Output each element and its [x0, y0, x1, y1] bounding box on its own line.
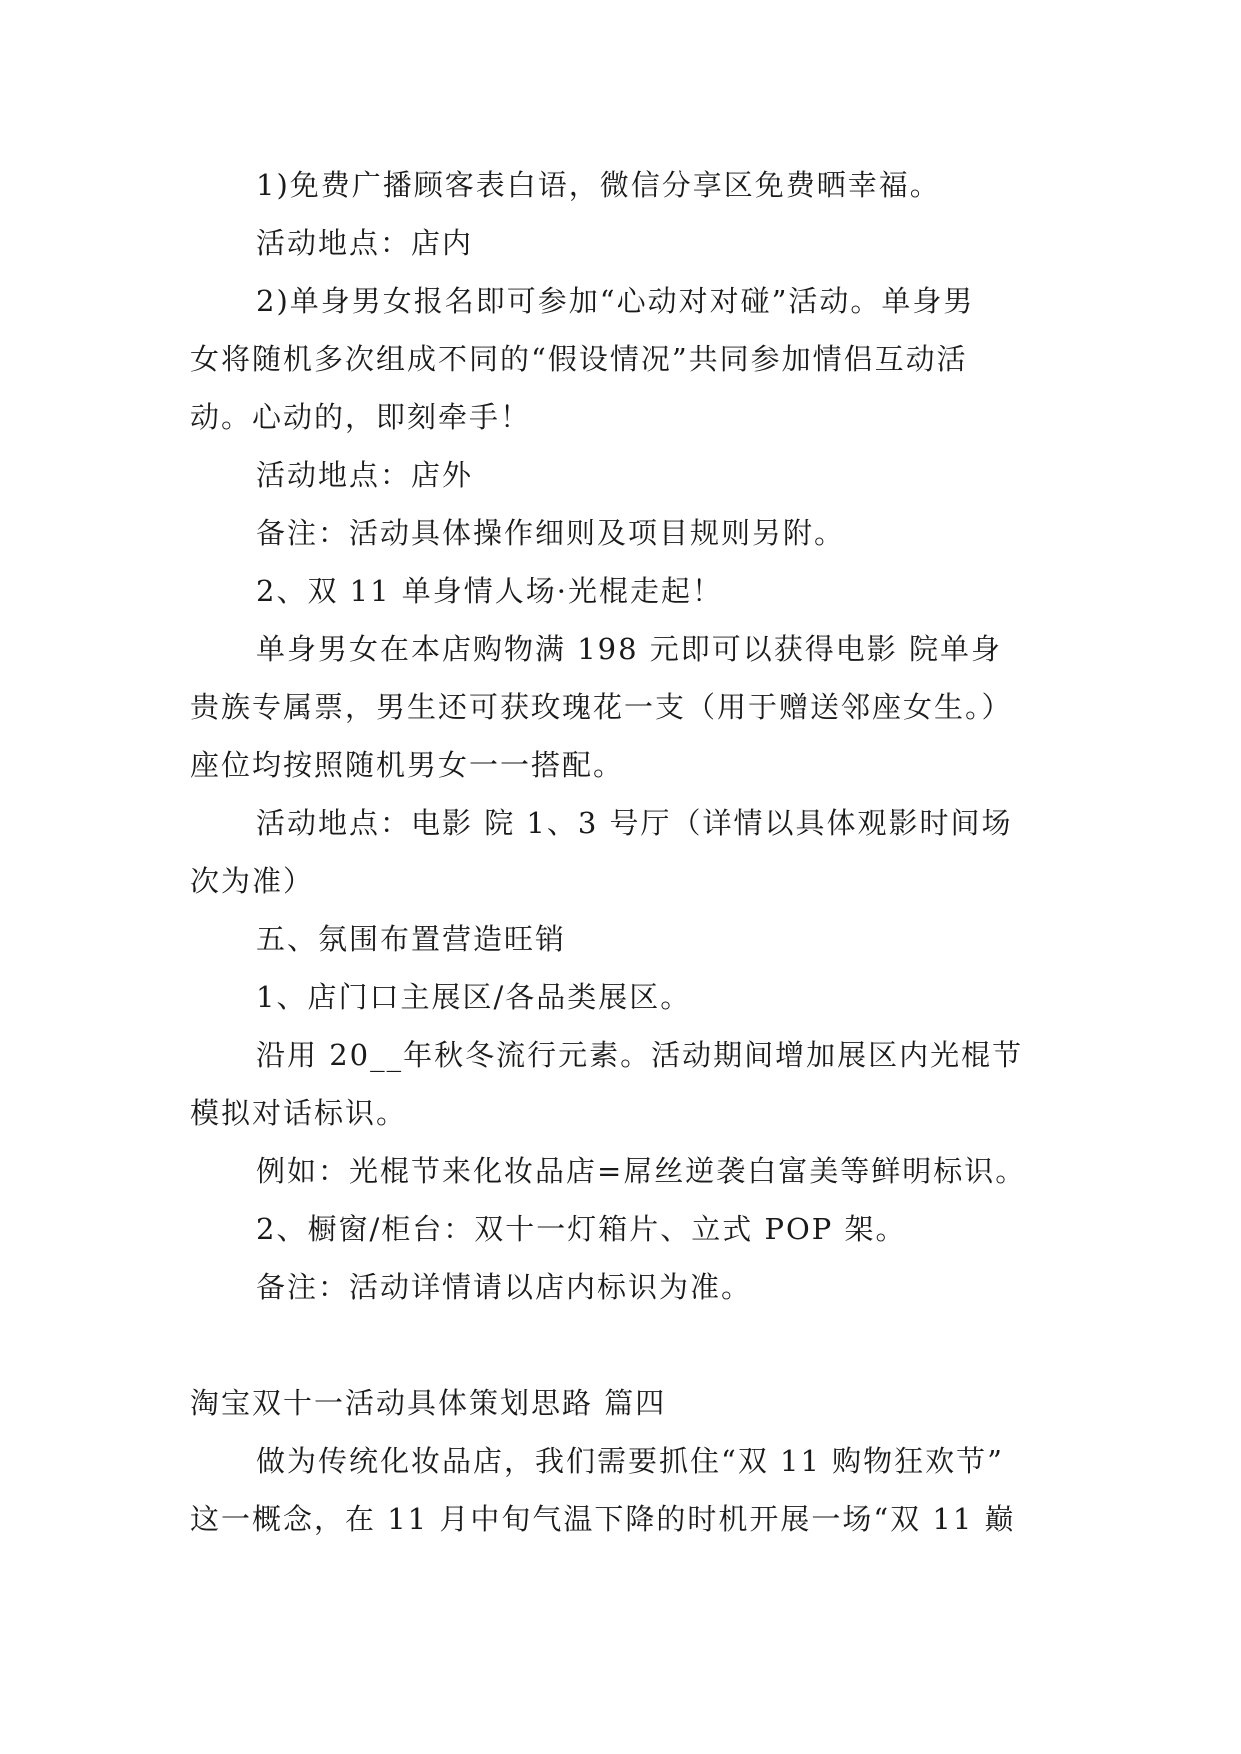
paragraph-line: 动。心动的，即刻牵手！: [190, 400, 532, 434]
paragraph-line: 备注：活动详情请以店内标识为准。: [256, 1270, 753, 1304]
paragraph-line: 座位均按照随机男女一一搭配。: [190, 748, 625, 782]
paragraph-line: 模拟对话标识。: [190, 1096, 408, 1130]
paragraph-line: 贵族专属票，男生还可获玫瑰花一支（用于赠送邻座女生。）: [190, 690, 1013, 724]
paragraph-line: 次为准）: [190, 864, 315, 898]
paragraph-line: 活动地点：店内: [256, 226, 474, 260]
paragraph-line: 1)免费广播顾客表白语，微信分享区免费晒幸福。: [256, 168, 941, 202]
document-body: [190, 156, 1060, 1548]
paragraph-line: 1、店门口主展区/各品类展区。: [256, 980, 692, 1014]
article-title: 淘宝双十一活动具体策划思路 篇四: [190, 1386, 667, 1420]
paragraph-line: 例如：光棍节来化妆品店=屌丝逆袭白富美等鲜明标识。: [256, 1154, 1027, 1188]
paragraph-line: 单身男女在本店购物满 198 元即可以获得电影 院单身: [256, 632, 1003, 666]
paragraph-line: 沿用 20__年秋冬流行元素。活动期间增加展区内光棍节: [256, 1038, 1024, 1072]
paragraph-line: 做为传统化妆品店，我们需要抓住“双 11 购物狂欢节”: [256, 1444, 1004, 1478]
paragraph-line: 活动地点：店外: [256, 458, 474, 492]
section-heading: 五、氛围布置营造旺销: [256, 922, 567, 956]
paragraph-line: 2)单身男女报名即可参加“心动对对碰”活动。单身男: [256, 284, 975, 318]
paragraph-line: 备注：活动具体操作细则及项目规则另附。: [256, 516, 846, 550]
paragraph-line: 活动地点：电影 院 1、3 号厅（详情以具体观影时间场: [256, 806, 1013, 840]
paragraph-line: 2、橱窗/柜台：双十一灯箱片、立式 POP 架。: [256, 1212, 907, 1246]
paragraph-line: 这一概念，在 11 月中旬气温下降的时机开展一场“双 11 巅: [190, 1502, 1016, 1536]
paragraph-line: 2、双 11 单身情人场·光棍走起！: [256, 574, 724, 608]
paragraph-line: 女将随机多次组成不同的“假设情况”共同参加情侣互动活: [190, 342, 968, 376]
